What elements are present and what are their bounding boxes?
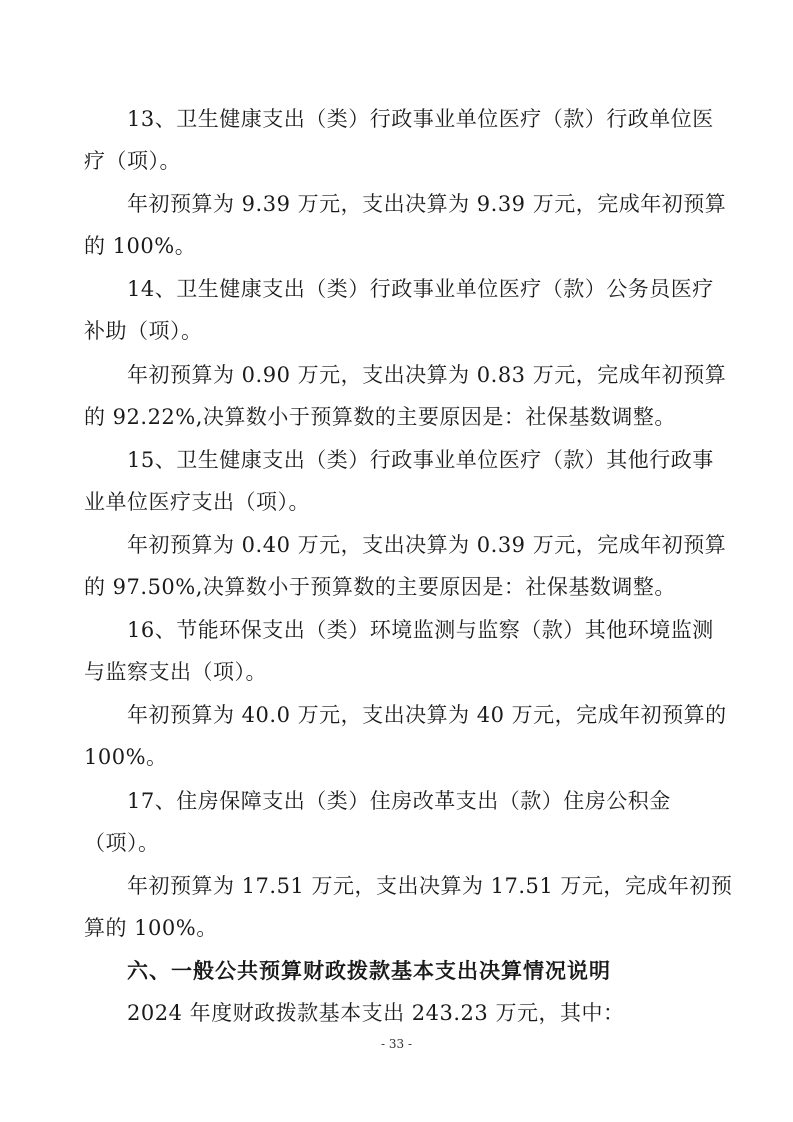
item-13-desc-text-2: 的 100%。 [84,234,197,258]
item-15-desc-line-1 [0,524,793,566]
item-17-desc-text-1: 年初预算为 17.51 万元，支出决算为 17.51 万元，完成年初预 [127,874,733,898]
item-17-desc-line-1 [0,865,793,907]
item-16-desc-line-2 [0,736,793,778]
item-13-title-text-1: 13、卫生健康支出（类）行政事业单位医疗（款）行政单位医 [127,107,714,131]
item-13-title-line-2 [0,140,793,182]
item-14-title-line-2 [0,310,793,352]
item-14-desc-line-2 [0,396,793,438]
item-15-title-line-1 [0,439,793,481]
item-15-desc-text-1: 年初预算为 0.40 万元，支出决算为 0.39 万元，完成年初预算 [127,533,727,557]
item-16-title-line-2 [0,651,793,693]
item-16-title-text-2: 与监察支出（项）。 [84,660,267,684]
item-14-desc-line-1 [0,354,793,396]
item-14-desc-text-1: 年初预算为 0.90 万元，支出决算为 0.83 万元，完成年初预算 [127,363,727,387]
item-17-title-line-2 [0,822,793,864]
item-16-desc-line-1 [0,694,793,736]
item-16-desc-text-1: 年初预算为 40.0 万元，支出决算为 40 万元，完成年初预算的 [127,703,727,727]
item-15-title-text-2: 业单位医疗支出（项）。 [84,490,310,514]
item-16-desc-text-2: 100%。 [84,745,168,769]
item-16-title-line-1 [0,609,793,651]
section-paragraph-text: 2024 年度财政拨款基本支出 243.23 万元，其中： [127,1001,625,1025]
item-17-desc-line-2 [0,907,793,949]
section-heading [0,950,793,992]
item-14-title-text-2: 补助（项）。 [84,319,203,343]
item-14-title-text-1: 14、卫生健康支出（类）行政事业单位医疗（款）公务员医疗 [127,277,714,301]
item-13-title-line-1 [0,98,793,140]
item-17-title-text-1: 17、住房保障支出（类）住房改革支出（款）住房公积金 [127,789,671,813]
item-13-desc-line-1 [0,183,793,225]
item-13-desc-text-1: 年初预算为 9.39 万元，支出决算为 9.39 万元，完成年初预算 [127,192,727,216]
item-13-title-text-2: 疗（项）。 [84,149,181,173]
item-15-title-text-1: 15、卫生健康支出（类）行政事业单位医疗（款）其他行政事 [127,448,714,472]
item-15-desc-text-2: 的 97.50%,决算数小于预算数的主要原因是：社保基数调整。 [84,575,676,599]
item-16-title-text-1: 16、节能环保支出（类）环境监测与监察（款）其他环境监测 [127,618,714,642]
section-heading-text: 六、一般公共预算财政拨款基本支出决算情况说明 [127,958,611,983]
item-14-desc-text-2: 的 92.22%,决算数小于预算数的主要原因是：社保基数调整。 [84,405,676,429]
item-17-title-text-2: （项）。 [84,831,160,855]
item-15-desc-line-2 [0,566,793,608]
item-14-title-line-1 [0,268,793,310]
item-13-desc-line-2 [0,225,793,267]
section-paragraph [0,992,793,1034]
page-number: - 33 - [380,1037,412,1051]
item-17-title-line-1 [0,780,793,822]
item-17-desc-text-2: 算的 100%。 [84,916,218,940]
item-15-title-line-2 [0,481,793,523]
